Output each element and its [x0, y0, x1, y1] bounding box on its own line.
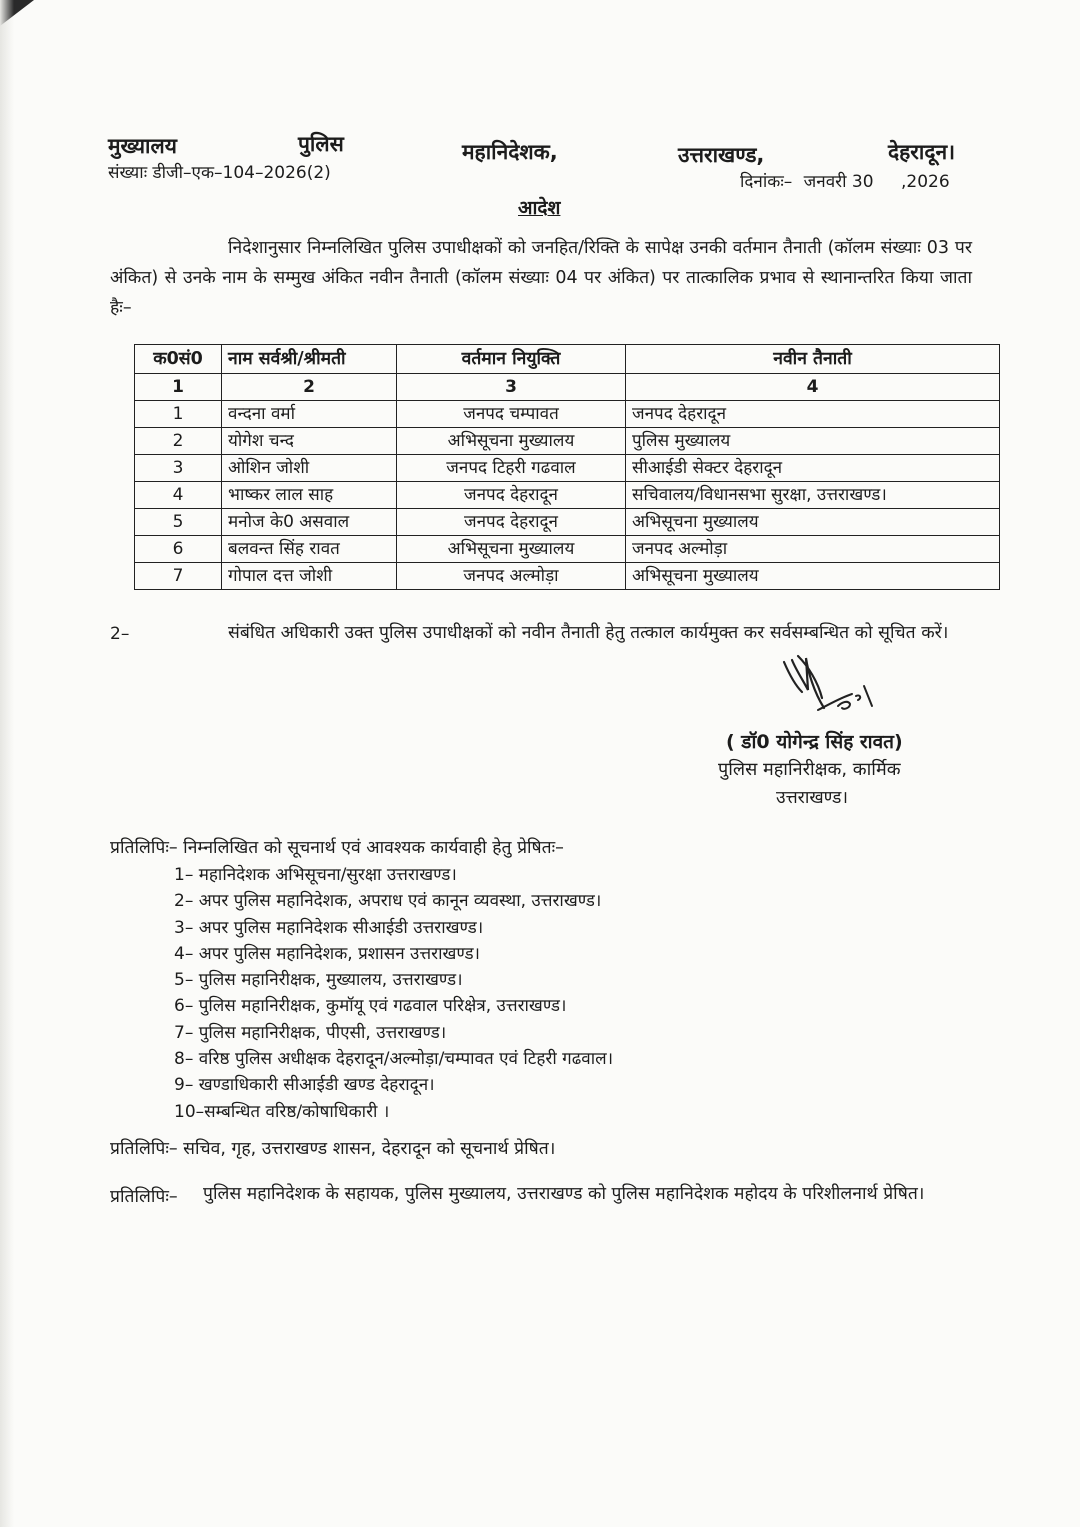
row-serial: 3	[135, 455, 222, 482]
date-value: जनवरी 30	[803, 172, 874, 192]
signatory-state: उत्तराखण्ड।	[776, 788, 848, 808]
row-current-posting: अभिसूचना मुख्यालय	[397, 428, 626, 455]
header-current-posting: वर्तमान नियुक्ति	[397, 345, 626, 374]
point-2-number: 2–	[110, 624, 130, 644]
row-new-posting: सचिवालय/विधानसभा सुरक्षा, उत्तराखण्ड।	[626, 482, 1000, 509]
row-serial: 7	[135, 563, 222, 590]
row-current-posting: जनपद चम्पावत	[397, 401, 626, 428]
office-director-general: महानिदेशक,	[462, 140, 558, 164]
list-item: 4– अपर पुलिस महानिदेशक, प्रशासन उत्तराखण्ड।	[174, 943, 480, 964]
table-row	[135, 563, 1000, 590]
list-item: 3– अपर पुलिस महानिदेशक सीआईडी उत्तराखण्ड।	[174, 917, 484, 938]
copy-2: प्रतिलिपिः– सचिव, गृह, उत्तराखण्ड शासन, देहरादून को सूचनार्थ प्रेषित।	[110, 1139, 556, 1159]
row-serial: 2	[135, 428, 222, 455]
header-name: नाम सर्वश्री/श्रीमती	[222, 345, 397, 374]
row-new-posting: अभिसूचना मुख्यालय	[626, 509, 1000, 536]
row-serial: 1	[135, 401, 222, 428]
point-2-text: संबंधित अधिकारी उक्त पुलिस उपाधीक्षकों को नवीन तैनाती हेतु तत्काल कार्यमुक्त कर सर्वसम्बन्धित को सूचित करें।	[228, 623, 949, 643]
list-item: 8– वरिष्ठ पुलिस अधीक्षक देहरादून/अल्मोड़ा/चम्पावत एवं टिहरी गढवाल।	[174, 1049, 614, 1070]
copy-1-intro: प्रतिलिपिः– निम्नलिखित को सूचनार्थ एवं आवश्यक कार्यवाही हेतु प्रेषितः–	[110, 838, 564, 858]
row-officer-name: वन्दना वर्मा	[222, 401, 397, 428]
copy-3-label: प्रतिलिपिः–	[110, 1187, 178, 1207]
row-current-posting: जनपद देहरादून	[397, 482, 626, 509]
date-label: दिनांकः–	[740, 172, 793, 192]
header-new-posting: नवीन तैनाती	[626, 345, 1000, 374]
list-item: 10–सम्बन्धित वरिष्ठ/कोषाधिकारी ।	[174, 1101, 390, 1122]
point-2-paragraph	[110, 620, 972, 647]
column-number: 3	[397, 374, 626, 401]
list-item: 9– खण्डाधिकारी सीआईडी खण्ड देहरादून।	[174, 1075, 435, 1096]
row-officer-name: योगेश चन्द	[222, 428, 397, 455]
row-current-posting: जनपद अल्मोड़ा	[397, 563, 626, 590]
row-current-posting: जनपद टिहरी गढवाल	[397, 455, 626, 482]
row-current-posting: अभिसूचना मुख्यालय	[397, 536, 626, 563]
row-current-posting: जनपद देहरादून	[397, 509, 626, 536]
column-number: 4	[626, 374, 1000, 401]
column-number: 1	[135, 374, 222, 401]
row-officer-name: ओशिन जोशी	[222, 455, 397, 482]
table-row	[135, 401, 1000, 428]
row-serial: 4	[135, 482, 222, 509]
signatory-name: ( डॉ0 योगेन्द्र सिंह रावत)	[726, 731, 903, 753]
office-state: उत्तराखण्ड,	[678, 143, 765, 167]
office-headquarters: मुख्यालय	[108, 134, 177, 158]
list-item: 5– पुलिस महानिरीक्षक, मुख्यालय, उत्तराखण्ड।	[174, 970, 463, 991]
intro-text: निदेशानुसार निम्नलिखित पुलिस उपाधीक्षकों को जनहित/रिक्ति के सापेक्ष उनकी वर्तमान तैनाती (कॉलम संख्याः 03 पर अंकित) से उनके नाम के सम्मुख अंकित नवीन तैनाती (कॉलम संख्याः 04 पर अंकित) पर तात्कालिक प्रभाव से स्थानान्तरित किया जाता हैः–	[110, 238, 972, 318]
column-number: 2	[222, 374, 397, 401]
table-header-row	[135, 345, 1000, 374]
handwritten-signature	[778, 652, 878, 730]
list-item: 7– पुलिस महानिरीक्षक, पीएसी, उत्तराखण्ड।	[174, 1022, 447, 1043]
table-row	[135, 536, 1000, 563]
signatory-designation: पुलिस महानिरीक्षक, कार्मिक	[718, 759, 901, 780]
row-officer-name: मनोज के0 असवाल	[222, 509, 397, 536]
row-officer-name: गोपाल दत्त जोशी	[222, 563, 397, 590]
list-item: 6– पुलिस महानिरीक्षक, कुमॉयू एवं गढवाल परिक्षेत्र, उत्तराखण्ड।	[174, 996, 567, 1017]
table-column-number-row	[135, 374, 1000, 401]
table-row	[135, 509, 1000, 536]
order-title: आदेश	[518, 197, 561, 219]
reference-number: संख्याः डीजी–एक–104–2026(2)	[108, 163, 331, 183]
table-row	[135, 482, 1000, 509]
row-officer-name: भाष्कर लाल साह	[222, 482, 397, 509]
copy-recipient-list	[174, 862, 613, 1125]
row-serial: 5	[135, 509, 222, 536]
row-officer-name: बलवन्त सिंह रावत	[222, 536, 397, 563]
row-new-posting: पुलिस मुख्यालय	[626, 428, 1000, 455]
intro-paragraph	[110, 233, 972, 323]
transfer-table	[134, 344, 1000, 590]
row-new-posting: अभिसूचना मुख्यालय	[626, 563, 1000, 590]
copy-3-text: पुलिस महानिदेशक के सहायक, पुलिस मुख्यालय, उत्तराखण्ड को पुलिस महानिदेशक महोदय के परिशीलनार्थ प्रेषित।	[203, 1184, 925, 1204]
date-year: ,2026	[900, 172, 950, 192]
list-item: 1– महानिदेशक अभिसूचना/सुरक्षा उत्तराखण्ड।	[174, 865, 457, 885]
order-date	[740, 169, 950, 192]
row-serial: 6	[135, 536, 222, 563]
office-city: देहरादून।	[888, 140, 956, 164]
list-item: 2– अपर पुलिस महानिदेशक, अपराध एवं कानून व्यवस्था, उत्तराखण्ड।	[174, 891, 602, 912]
row-new-posting: जनपद अल्मोड़ा	[626, 536, 1000, 563]
header-serial: क0सं0	[135, 345, 222, 374]
row-new-posting: सीआईडी सेक्टर देहरादून	[626, 455, 1000, 482]
office-police: पुलिस	[298, 132, 344, 156]
table-row	[135, 455, 1000, 482]
scan-edge-shadow	[0, 0, 14, 1527]
row-new-posting: जनपद देहरादून	[626, 401, 1000, 428]
table-row	[135, 428, 1000, 455]
